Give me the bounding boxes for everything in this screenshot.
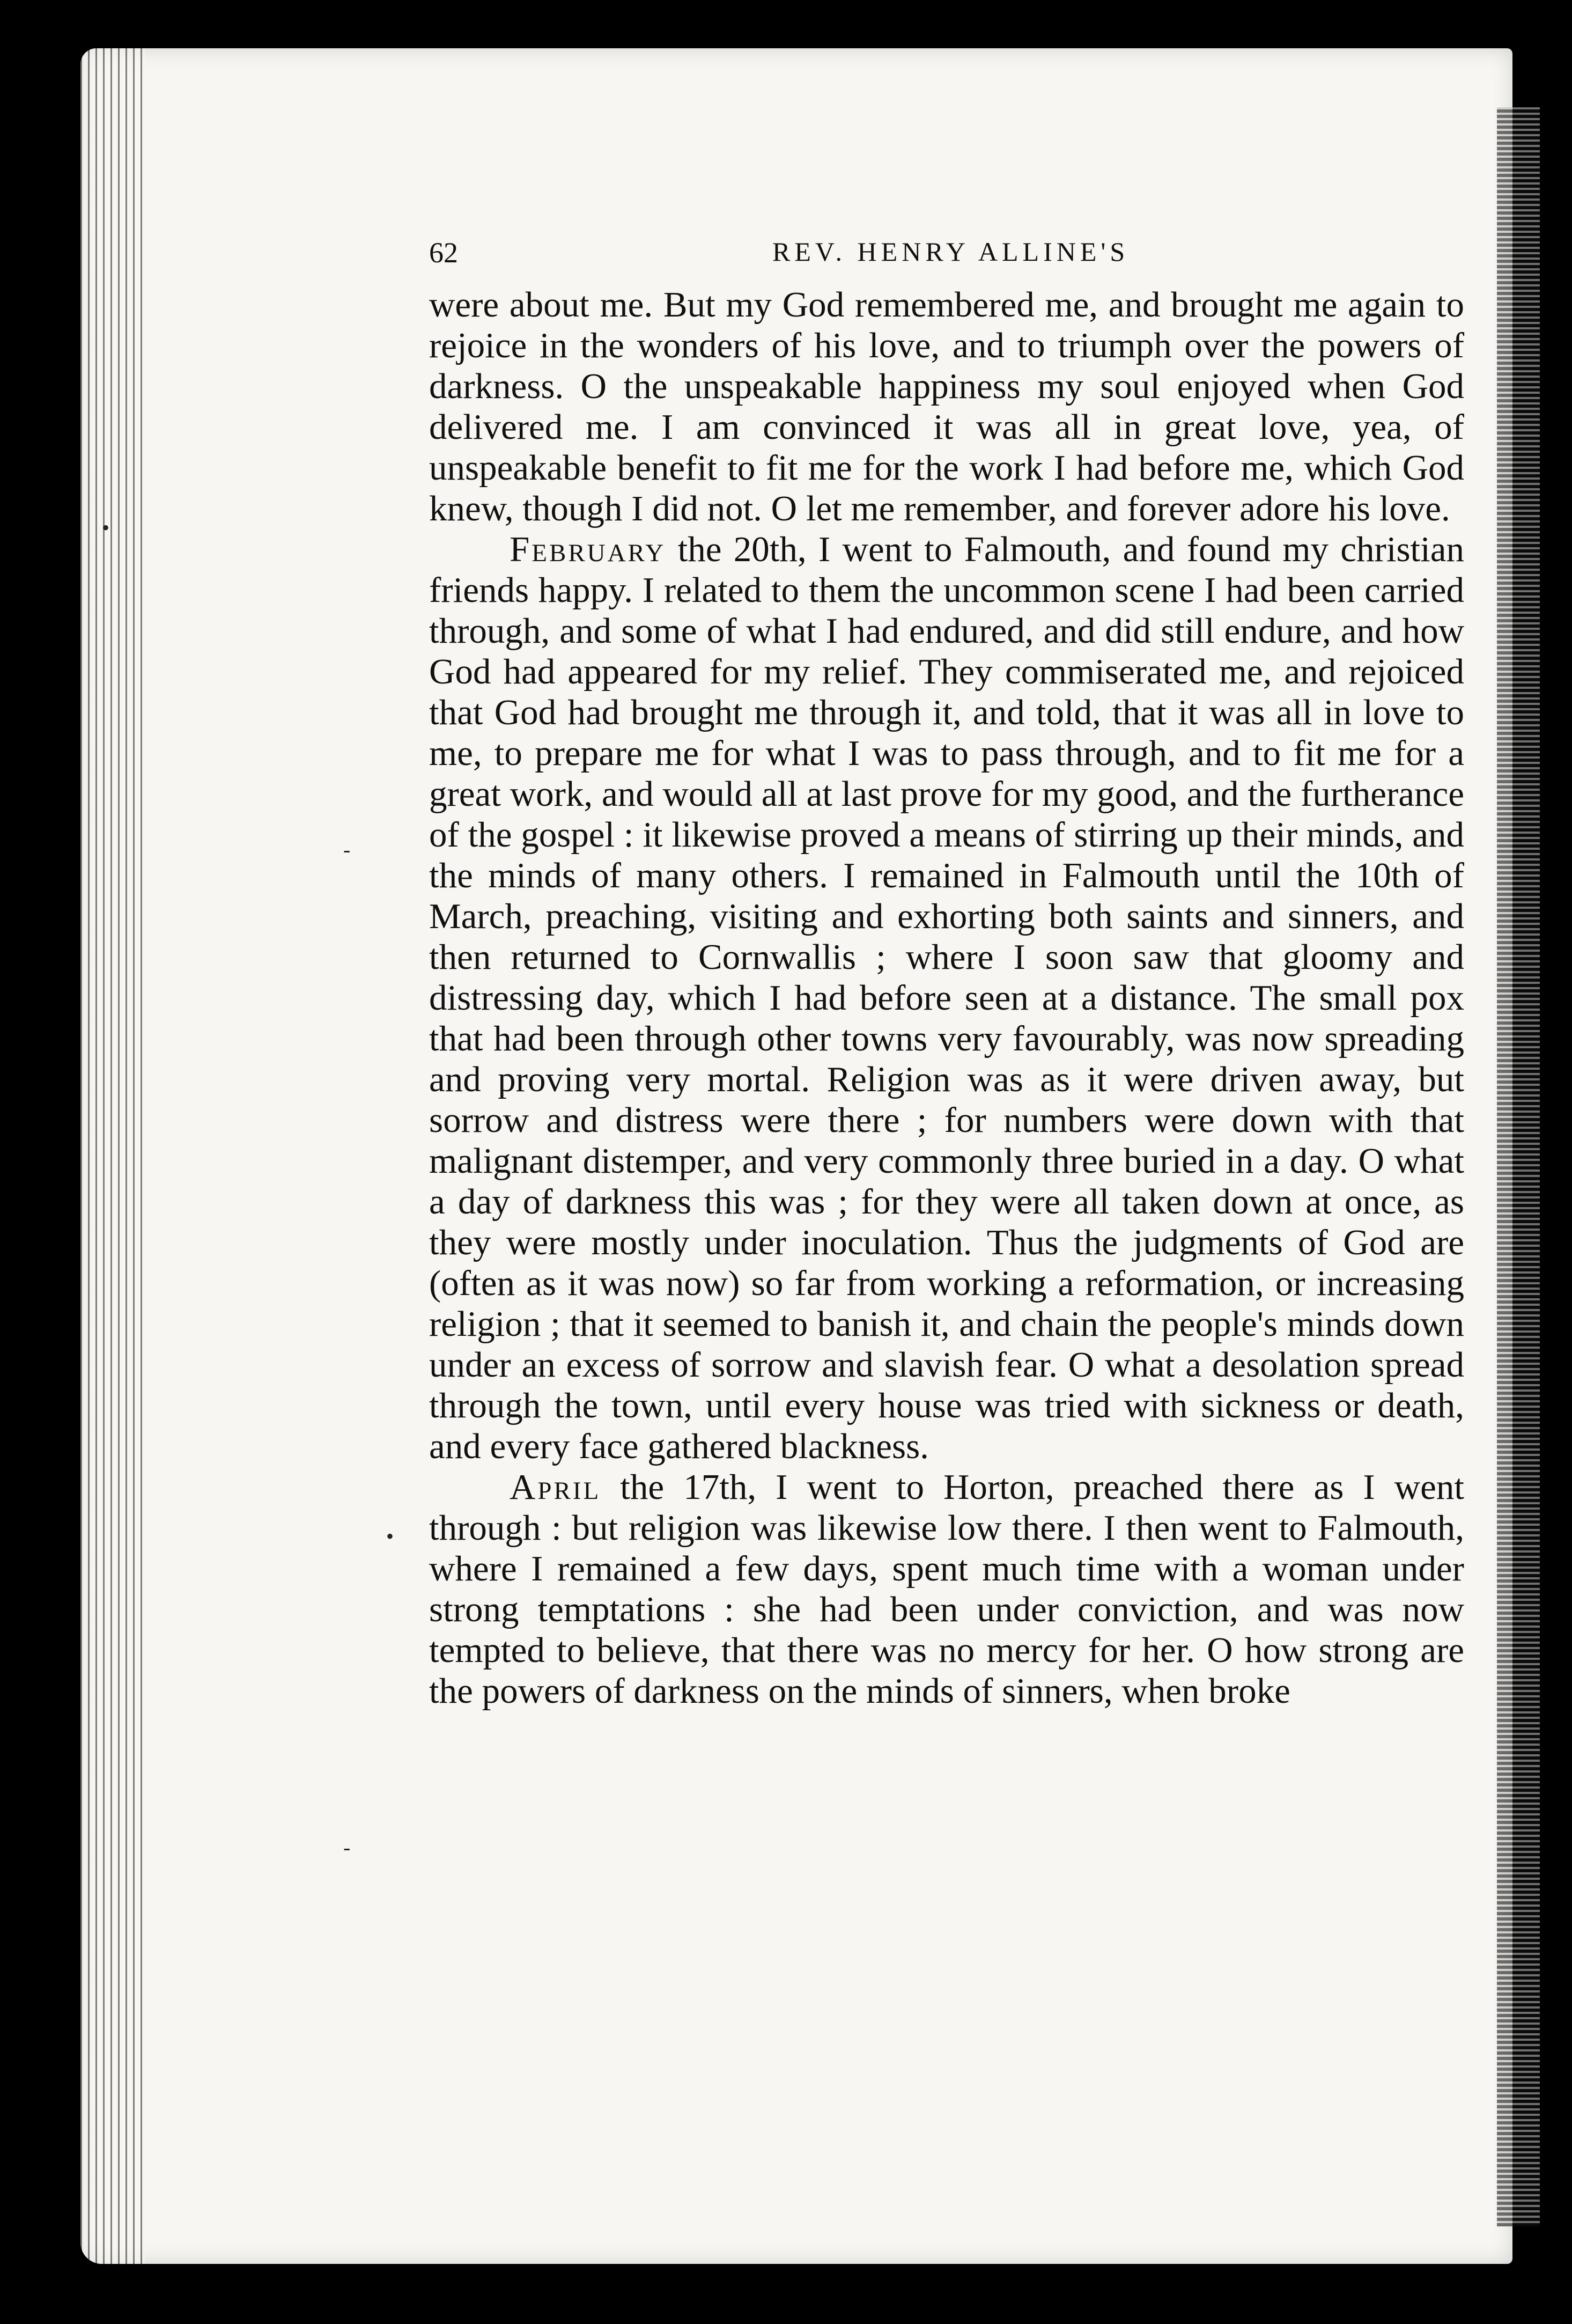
- margin-mark: -: [343, 1835, 351, 1859]
- margin-mark: -: [343, 837, 351, 862]
- book-page: [429, 236, 1464, 1711]
- page-number: 62: [429, 237, 458, 269]
- paragraph-text: the 17th, I went to Horton, preached there as I went through : but religion was likewise low there. I then went to Falmouth, where I remained a few days, spent much time with a woman under strong temptations : she had been under conviction, and was now tempted to believe, that there was no mercy for her. O how strong are the powers of darkness on the minds of sinners, when broke: [429, 1467, 1464, 1711]
- paragraph-text: the 20th, I went to Falmouth, and found my christian friends happy. I related to them the uncommon scene I had been carried through, and some of what I had endured, and did still endure, and how God had appeared for my relief. They commiserated me, and rejoiced that God had brought me through it, and told, that it was all in love to me, to prepare me for what I was to pass through, and to fit me for a great work, and would all at last prove for my good, and the furtherance of the gospel : it likewise proved a means of stirring up their minds, and the minds of many others. I remained in Falmouth until the 10th of March, preaching, visiting and exhorting both saints and sinners, and then returned to Cornwallis ; where I soon saw that gloomy and distressing day, which I had before seen at a distance. The small pox that had been through other towns very favourably, was now spreading and proving very mortal. Religion was as it were driven away, but sorrow and distress were there ; for numbers were down with that malignant distemper, and very commonly three buried in a day. O what a day of darkness this was ; for they were all taken down at once, as they were mostly under inoculation. Thus the judgments of God are (often as it was now) so far from working a reformation, or increasing religion ; that it seemed to banish it, and chain the people's minds down under an excess of sorrow and slavish fear. O what a desolation spread through the town, until every house was tried with sickness or death, and every face gathered blackness.: [429, 529, 1464, 1466]
- paragraph-lead-word: February: [510, 529, 666, 569]
- page-header: [429, 236, 1464, 284]
- paragraph: [429, 284, 1464, 529]
- margin-mark: •: [386, 1524, 394, 1548]
- margin-mark: •: [102, 516, 110, 540]
- body-text: [429, 284, 1464, 1711]
- book-gutter: [80, 48, 145, 2264]
- running-head: REV. HENRY ALLINE'S: [772, 237, 1130, 267]
- paragraph-text: were about me. But my God remembered me, and brought me again to rejoice in the wonders of his love, and to triumph over the powers of darkness. O the unspeakable happiness my soul enjoyed when God delivered me. I am convinced it was all in great love, yea, of unspeakable benefit to fit me for the work I had before me, which God knew, though I did not. O let me remember, and forever adore his love.: [429, 285, 1464, 528]
- paragraph: [429, 529, 1464, 1467]
- paragraph-lead-word: April: [510, 1467, 601, 1507]
- page-edge-shadow: [1497, 107, 1540, 2226]
- paragraph: [429, 1467, 1464, 1711]
